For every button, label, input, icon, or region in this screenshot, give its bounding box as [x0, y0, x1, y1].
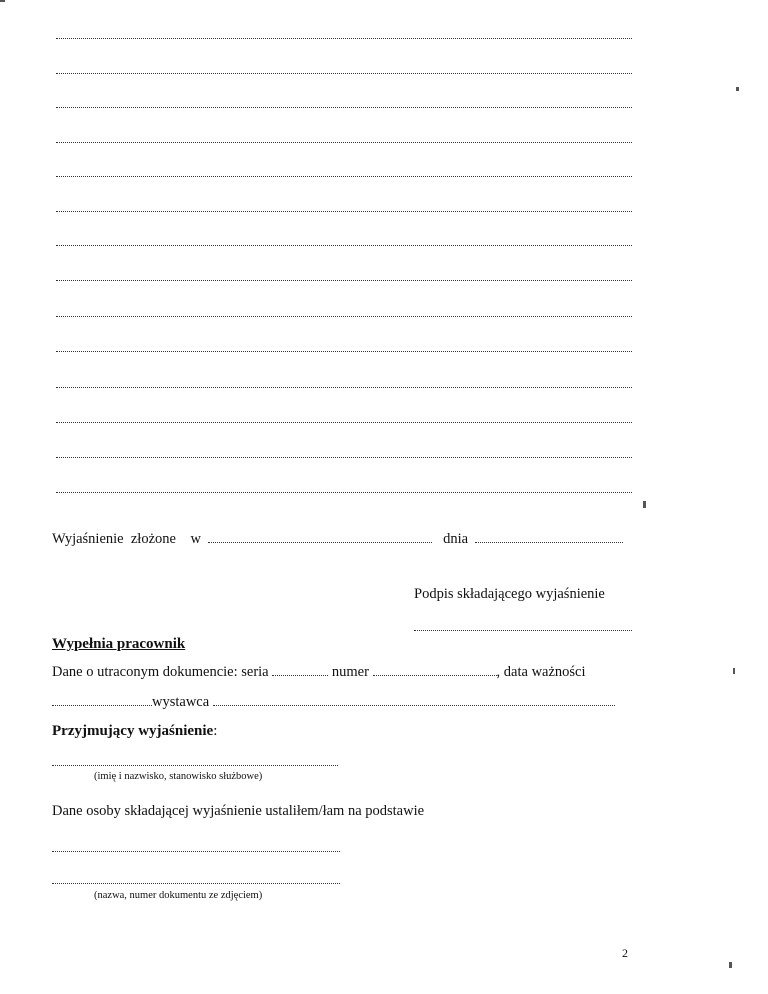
employee-section-heading: Wypełnia pracownik: [52, 636, 186, 652]
document-caption: (nazwa, numer dokumentu ze zdjęciem): [94, 890, 263, 901]
explanation-line[interactable]: [56, 176, 632, 177]
page-number: 2: [622, 946, 628, 960]
number-label: numer: [331, 664, 369, 680]
explanation-line[interactable]: [56, 492, 632, 493]
in-label: w: [190, 531, 201, 547]
scan-speck: [643, 501, 646, 508]
date-field[interactable]: [475, 541, 623, 543]
explanation-line[interactable]: [56, 387, 632, 388]
submitted-label: złożone: [130, 531, 176, 547]
document-prefix: Dane o utraconym dokumencie: seria: [52, 664, 269, 680]
receiver-heading-row: [52, 723, 217, 740]
number-field[interactable]: [373, 674, 497, 676]
lost-document-row: [52, 664, 586, 681]
series-field[interactable]: [272, 674, 328, 676]
explanation-label: Wyjaśnienie: [52, 531, 124, 547]
identity-document-field[interactable]: [52, 851, 340, 852]
explanation-line[interactable]: [56, 107, 632, 108]
issuer-row: [52, 694, 615, 711]
day-label: dnia: [443, 531, 469, 547]
receiver-field[interactable]: [52, 765, 338, 766]
scan-speck: [736, 87, 739, 91]
scan-speck: [729, 962, 732, 968]
explanation-line[interactable]: [56, 422, 632, 423]
validity-date-field[interactable]: [52, 704, 152, 706]
signature-caption: Podpis składającego wyjaśnienie: [414, 586, 605, 602]
receiver-heading-colon: :: [213, 723, 218, 739]
explanation-line[interactable]: [56, 457, 632, 458]
explanation-line[interactable]: [56, 280, 632, 281]
place-date-row: [52, 531, 623, 548]
issuer-label: wystawca: [152, 694, 210, 710]
issuer-field[interactable]: [213, 704, 615, 706]
scan-speck: [733, 668, 735, 674]
identity-document-field[interactable]: [52, 883, 340, 884]
scan-speck: [0, 0, 5, 2]
explanation-line[interactable]: [56, 351, 632, 352]
explanation-line[interactable]: [56, 211, 632, 212]
signature-field[interactable]: [414, 630, 632, 631]
validity-label: , data ważności: [496, 664, 586, 680]
explanation-line[interactable]: [56, 73, 632, 74]
receiver-caption: (imię i nazwisko, stanowisko służbowe): [94, 771, 263, 782]
explanation-line[interactable]: [56, 142, 632, 143]
explanation-line[interactable]: [56, 38, 632, 39]
receiver-heading: Przyjmujący wyjaśnienie: [52, 723, 214, 739]
explanation-line[interactable]: [56, 316, 632, 317]
place-field[interactable]: [208, 541, 432, 543]
explanation-line[interactable]: [56, 245, 632, 246]
identity-statement: Dane osoby składającej wyjaśnienie ustaliłem/łam na podstawie: [52, 803, 425, 819]
